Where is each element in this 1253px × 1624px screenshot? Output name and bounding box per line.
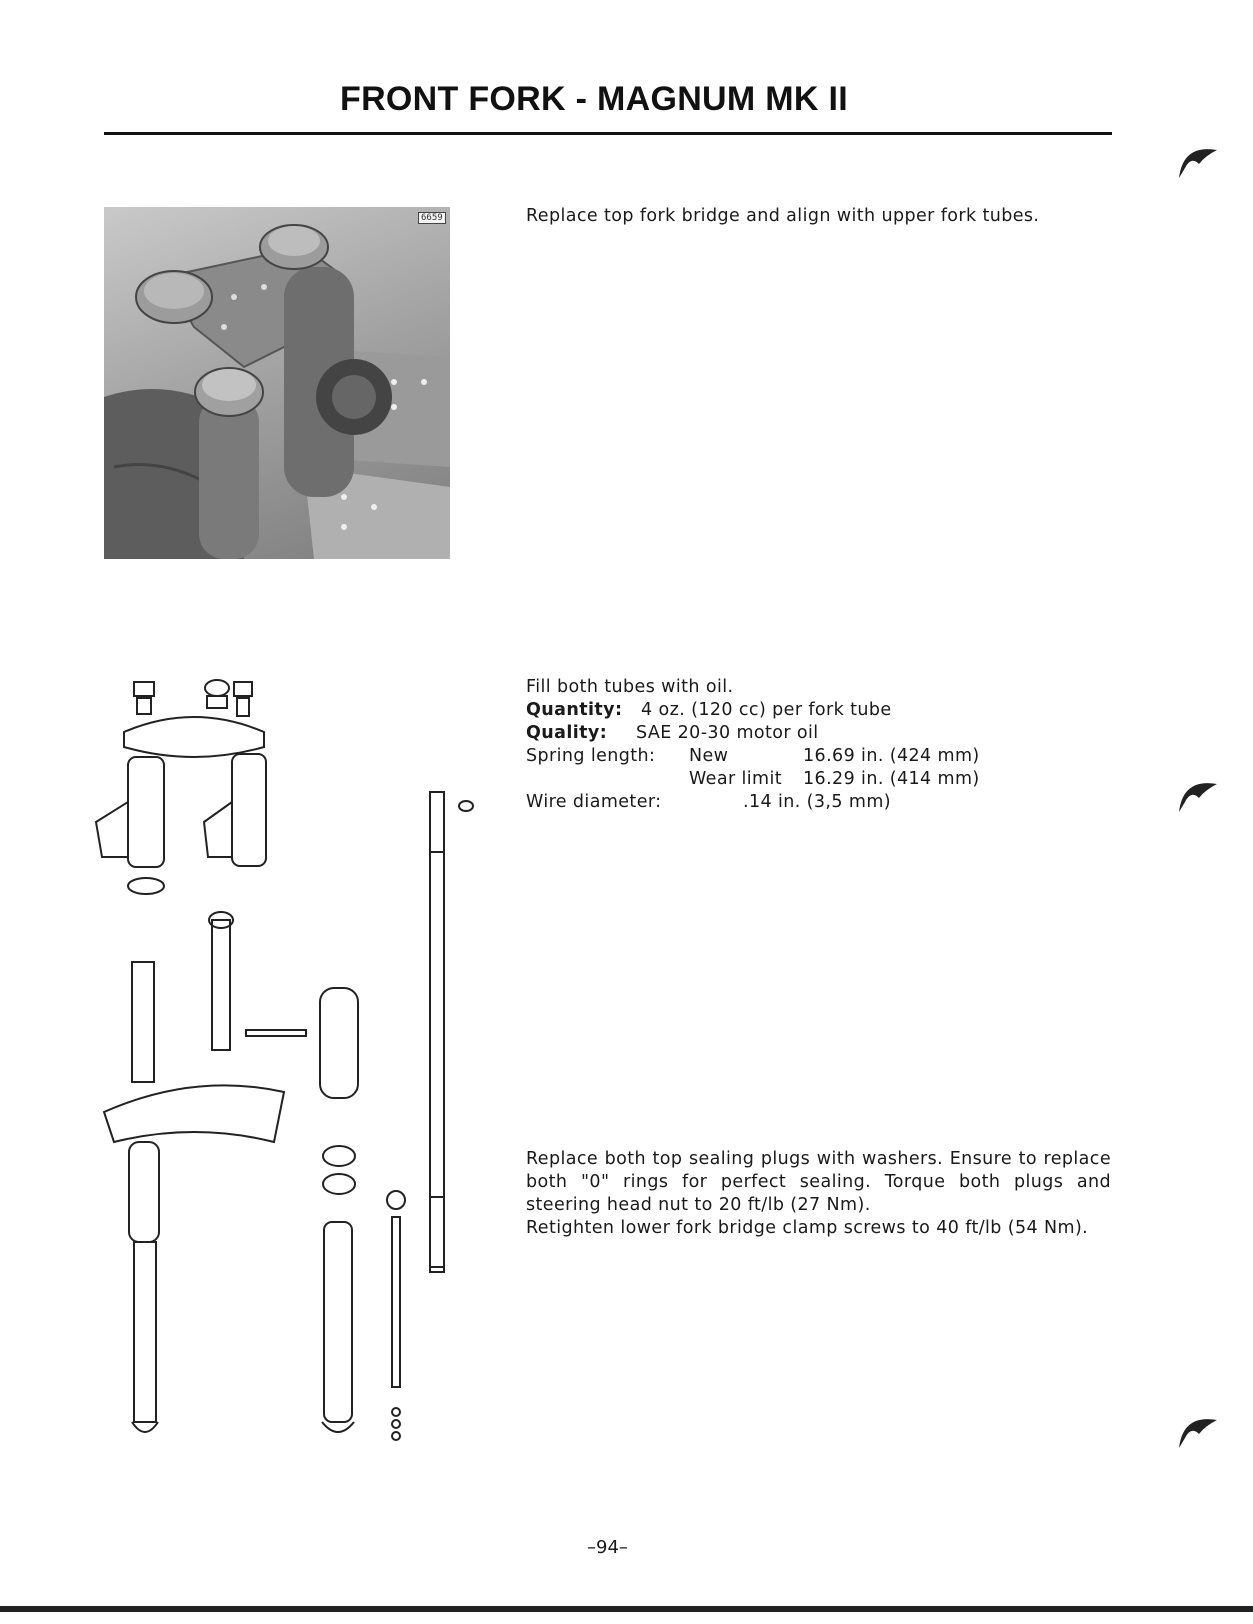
inner-tube-left bbox=[132, 962, 154, 1082]
clamp-screw-text: Retighten lower fork bridge clamp screws to 40 ft/lb (54 Nm). bbox=[526, 1218, 1089, 1238]
lower-leg-right bbox=[324, 1222, 352, 1422]
wire-diameter-label: Wire diameter: bbox=[526, 792, 662, 812]
fork-exploded-diagram bbox=[84, 672, 514, 1510]
sealing-plug-instructions bbox=[526, 1148, 1111, 1240]
fork-tube-long bbox=[430, 852, 444, 1272]
binder-tab-bottom bbox=[1175, 1408, 1221, 1452]
cap-nut-center bbox=[205, 680, 229, 708]
rubber-boot-right bbox=[320, 988, 358, 1098]
page-title: FRONT FORK - MAGNUM MK II bbox=[340, 80, 848, 118]
lower-bridge bbox=[104, 1085, 284, 1142]
spring-length-label: Spring length: bbox=[526, 746, 656, 766]
rubber-boot-left bbox=[129, 1142, 159, 1242]
damper-rod bbox=[392, 1217, 400, 1387]
axle-clamp-left bbox=[132, 1422, 158, 1432]
clamp-screw bbox=[246, 1030, 306, 1036]
seal-ring bbox=[128, 878, 164, 894]
spring-new-label: New bbox=[689, 746, 729, 766]
title-underline bbox=[104, 132, 1112, 135]
cap-nut-right bbox=[234, 682, 252, 716]
o-ring bbox=[459, 801, 473, 811]
upper-tube-right bbox=[232, 754, 266, 866]
binder-tab-middle bbox=[1175, 772, 1221, 816]
steering-stem bbox=[212, 920, 230, 1050]
washer bbox=[323, 1174, 355, 1194]
quantity-label: Quantity: bbox=[526, 700, 623, 720]
binder-tab-top bbox=[1175, 138, 1221, 182]
spring-wear-label: Wear limit bbox=[689, 769, 783, 789]
quality-value: SAE 20-30 motor oil bbox=[636, 723, 819, 743]
oil-seal bbox=[323, 1146, 355, 1166]
photo-reference-number: 6659 bbox=[418, 212, 446, 224]
headlight-bracket-left bbox=[96, 802, 128, 857]
fork-spring bbox=[430, 792, 444, 852]
quality-label: Quality: bbox=[526, 723, 608, 743]
wire-diameter-value: .14 in. (3,5 mm) bbox=[743, 792, 892, 812]
lower-leg-left bbox=[134, 1242, 156, 1422]
short-spring bbox=[430, 1197, 444, 1267]
headlight-bracket-right bbox=[204, 802, 232, 857]
damper-valve bbox=[387, 1191, 405, 1209]
upper-tube-left bbox=[128, 757, 164, 867]
bottom-edge-line bbox=[0, 1606, 1253, 1612]
sealing-plug-text: Replace both top sealing plugs with washers. Ensure to replace both "0" rings for perfect sealing. Torque both plugs and steering head nut to 20 ft/lb (27 Nm). bbox=[526, 1149, 1111, 1215]
axle-clamp-right bbox=[322, 1422, 354, 1432]
fork-bridge-photo bbox=[104, 207, 450, 559]
quantity-value: 4 oz. (120 cc) per fork tube bbox=[641, 700, 892, 720]
cap-nut-left bbox=[134, 682, 154, 714]
spring-wear-value: 16.29 in. (414 mm) bbox=[803, 769, 980, 789]
step-top-bridge: Replace top fork bridge and align with upper fork tubes. bbox=[526, 206, 1040, 226]
spring-new-value: 16.69 in. (424 mm) bbox=[803, 746, 980, 766]
oil-fill-intro: Fill both tubes with oil. bbox=[526, 677, 734, 697]
page-number: –94– bbox=[587, 1537, 628, 1558]
top-bridge bbox=[124, 717, 264, 757]
